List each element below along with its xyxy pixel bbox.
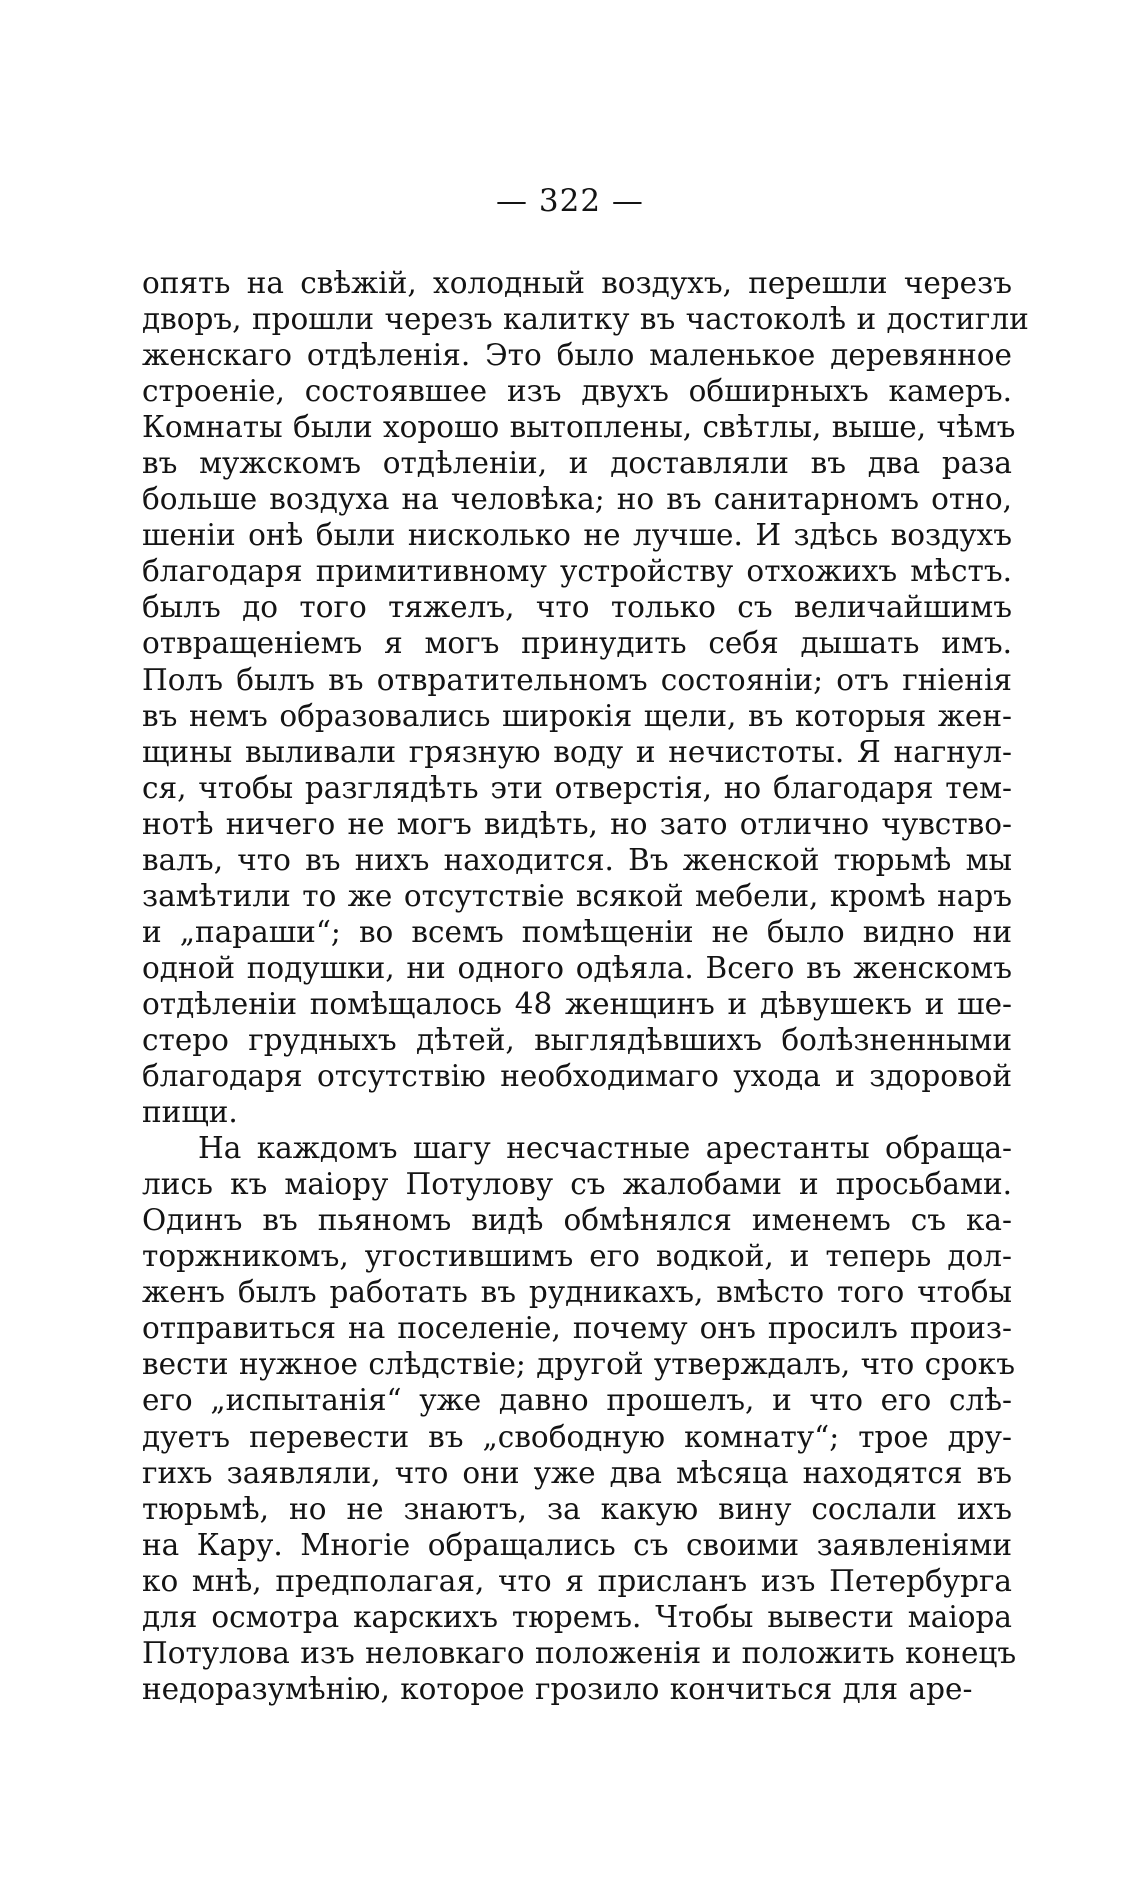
text-line: благодаря примитивному устройству отхожихъ мѣстъ. <box>142 554 1012 589</box>
text-line: На каждомъ шагу несчастные арестанты обраща- <box>198 1131 1012 1166</box>
text-line: шеніи онѣ были нисколько не лучше. И здѣсь воздухъ <box>142 518 1012 553</box>
text-line: его „испытанія“ уже давно прошелъ, и что его слѣ- <box>142 1383 1012 1418</box>
text-line: гихъ заявляли, что они уже два мѣсяца находятся въ <box>142 1455 1012 1490</box>
text-line: опять на свѣжій, холодный воздухъ, перешли черезъ <box>142 266 1012 300</box>
body-text <box>142 265 1029 1707</box>
text-line: на Кару. Многіе обращались съ своими заявленіями <box>142 1527 1012 1562</box>
text-line: ся, чтобы разглядѣть эти отверстія, но благодаря тем- <box>142 770 1012 805</box>
text-line: щины выливали грязную воду и нечистоты. Я нагнул- <box>142 734 1012 769</box>
text-line: вести нужное слѣдствіе; другой утверждалъ, что срокъ <box>142 1347 1016 1382</box>
text-line: ко мнѣ, предполагая, что я присланъ изъ Петербурга <box>142 1563 1012 1598</box>
text-line: отправиться на поселеніе, почему онъ просилъ произ- <box>142 1311 1012 1346</box>
text-line: Одинъ въ пьяномъ видѣ обмѣнялся именемъ съ ка- <box>142 1203 1012 1238</box>
text-line: лись къ маіору Потулову съ жалобами и просьбами. <box>142 1167 1012 1202</box>
text-line: и „параши“; во всемъ помѣщеніи не было видно ни <box>142 914 1012 949</box>
text-line: строеніе, состоявшее изъ двухъ обширныхъ камеръ. <box>142 374 1012 409</box>
text-line: Потулова изъ неловкаго положенія и положить конецъ <box>142 1635 1017 1670</box>
text-line: для осмотра карскихъ тюремъ. Чтобы вывести маіора <box>142 1599 1012 1634</box>
text-line: отвращеніемъ я могъ принудить себя дышать имъ. <box>142 626 1012 661</box>
text-line: женскаго отдѣленія. Это было маленькое деревянное <box>142 338 1012 373</box>
text-line: одной подушки, ни одного одѣяла. Всего въ женскомъ <box>142 950 1012 985</box>
text-line: былъ до того тяжелъ, что только съ величайшимъ <box>142 590 1012 625</box>
text-line: больше воздуха на человѣка; но въ санитарномъ отно, <box>142 482 1012 517</box>
text-line: женъ былъ работать въ рудникахъ, вмѣсто того чтобы <box>142 1275 1012 1310</box>
text-line: пищи. <box>142 1095 238 1130</box>
text-line: Комнаты были хорошо вытоплены, свѣтлы, выше, чѣмъ <box>142 410 1016 445</box>
text-line: въ немъ образовались широкія щели, въ которыя жен- <box>142 698 1012 733</box>
page-number: — 322 — <box>496 183 644 219</box>
text-line: дворъ, прошли черезъ калитку въ частоколѣ и достигли <box>142 302 1029 337</box>
text-line: Полъ былъ въ отвратительномъ состояніи; отъ гніенія <box>142 662 1012 697</box>
text-line: недоразумѣнію, которое грозило кончиться для аре- <box>142 1671 973 1706</box>
text-line: отдѣленіи помѣщалось 48 женщинъ и дѣвушекъ и ше- <box>142 986 1012 1021</box>
text-line: въ мужскомъ отдѣленіи, и доставляли въ два раза <box>142 446 1012 481</box>
text-line: торжникомъ, угостившимъ его водкой, и теперь дол- <box>142 1239 1012 1274</box>
text-line: благодаря отсутствію необходимаго ухода и здоровой <box>142 1059 1012 1094</box>
text-line: тюрьмѣ, но не знаютъ, за какую вину сослали ихъ <box>142 1491 1012 1526</box>
text-line: замѣтили то же отсутствіе всякой мебели, кромѣ наръ <box>142 878 1012 913</box>
text-line: валъ, что въ нихъ находится. Въ женской тюрьмѣ мы <box>142 842 1012 877</box>
text-line: нотѣ ничего не могъ видѣть, но зато отлично чувство- <box>142 806 1012 841</box>
text-line: дуетъ перевести въ „свободную комнату“; трое дру- <box>142 1419 1012 1454</box>
text-line: стеро грудныхъ дѣтей, выглядѣвшихъ болѣзненными <box>142 1022 1012 1057</box>
